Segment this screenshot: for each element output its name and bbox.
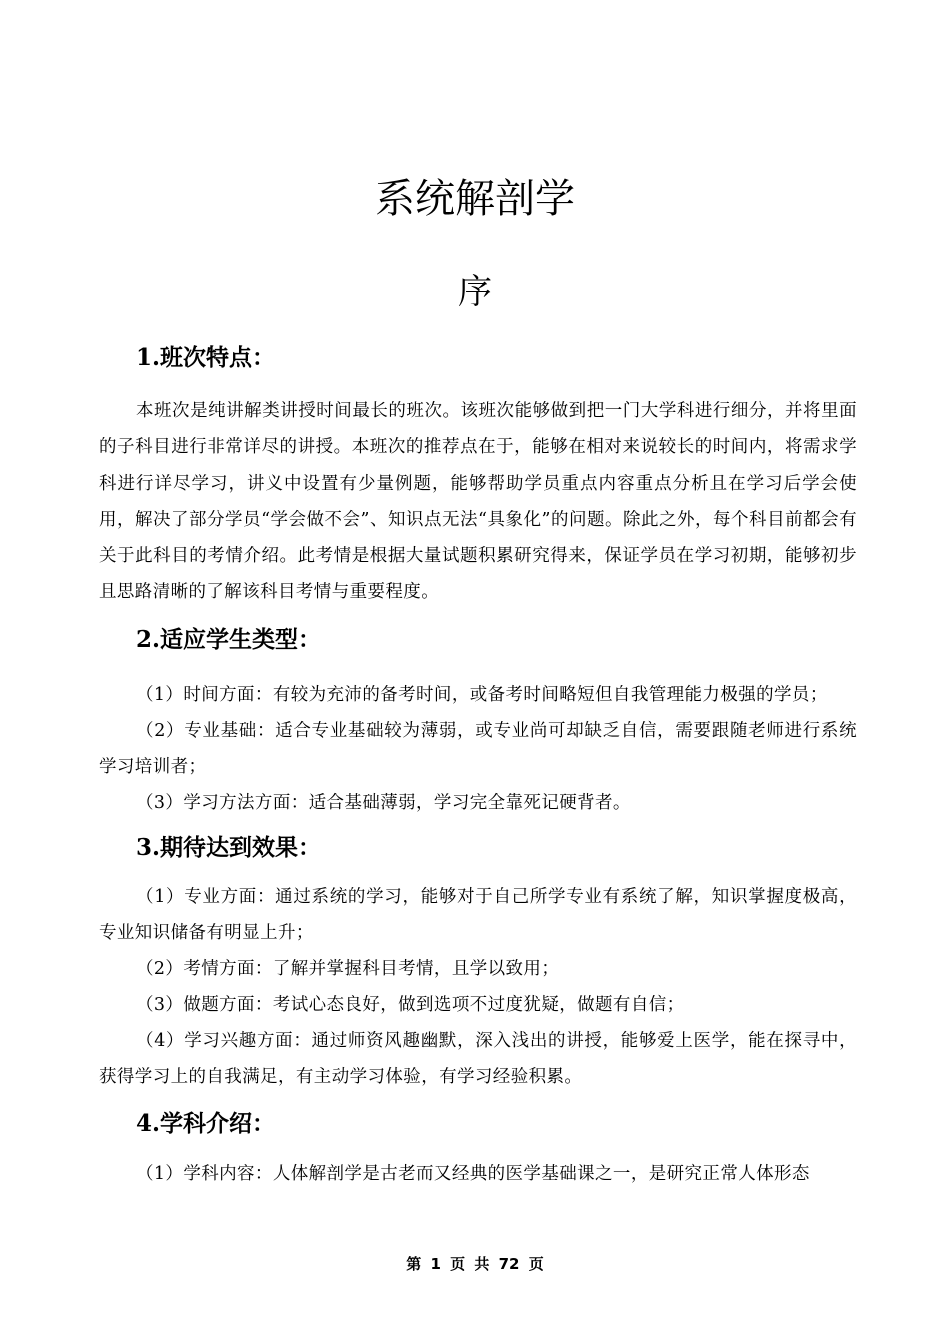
list-item-professional: （1）专业方面：通过系统的学习，能够对于自己所学专业有系统了解，知识掌握度极高，专业知识储备有明显上升； [99,887,857,944]
preface-heading: 序 [458,272,492,312]
list-item-practice: （3）做题方面：考试心态良好，做到选项不过度犹疑，做题有自信； [136,995,685,1015]
page-footer: 第 1 页 共 72 页 [406,1255,544,1273]
list-item-method: （3）学习方法方面：适合基础薄弱，学习完全靠死记硬背者。 [136,793,631,813]
list-item-exam: （2）考情方面：了解并掌握科目考情，且学以致用； [136,959,560,979]
section-heading-student-types: 2.适应学生类型： [136,626,322,653]
section-heading-expected-effects: 3.期待达到效果： [136,834,322,861]
list-item-subject-content: （1）学科内容：人体解剖学是古老而又经典的医学基础课之一，是研究正常人体形态 [136,1164,810,1184]
list-item-time: （1）时间方面：有较为充沛的备考时间，或备考时间略短但自我管理能力极强的学员； [136,685,828,705]
document-title: 系统解剖学 [375,176,575,222]
list-item-foundation: （2）专业基础：适合专业基础较为薄弱，或专业尚可却缺乏自信，需要跟随老师进行系统学习培训者； [99,721,857,778]
paragraph-class-features: 本班次是纯讲解类讲授时间最长的班次。该班次能够做到把一门大学科进行细分，并将里面的子科目进行非常详尽的讲授。本班次的推荐点在于，能够在相对来说较长的时间内，将需求学科进行详尽学习，讲义中设置有少量例题，能够帮助学员重点内容重点分析且在学习后学会使用，解决了部分学员“学会做不会”、知识点无法“具象化”的问题。除此之外，每个科目前都会有关于此科目的考情介绍。此考情是根据大量试题积累研究得来，保证学员在学习初期，能够初步且思路清晰的了解该科目考情与重要程度。 [99,401,857,603]
section-heading-class-features: 1.班次特点： [136,344,276,371]
section-heading-subject-intro: 4.学科介绍： [136,1110,276,1137]
list-item-interest: （4）学习兴趣方面：通过师资风趣幽默，深入浅出的讲授，能够爱上医学，能在探寻中，获得学习上的自我满足，有主动学习体验，有学习经验积累。 [99,1031,857,1088]
